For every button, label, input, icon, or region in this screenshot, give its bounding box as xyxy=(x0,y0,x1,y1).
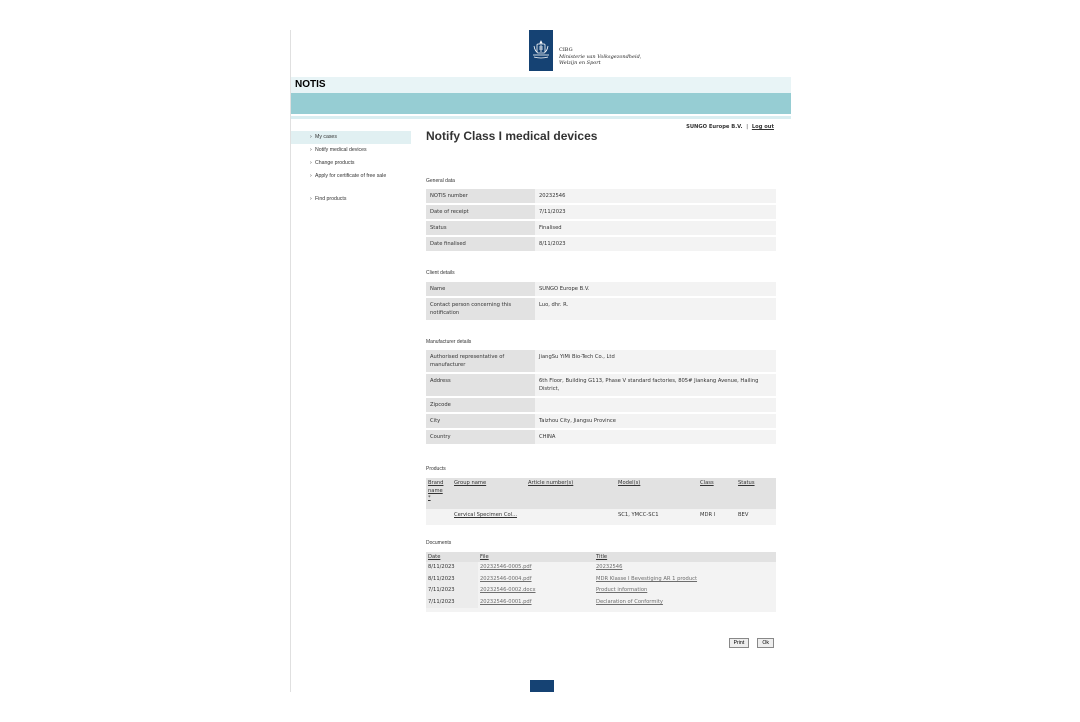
table-row xyxy=(426,205,776,219)
field-label: Date finalised xyxy=(426,237,535,251)
doc-title-link[interactable]: 20232546 xyxy=(596,564,623,571)
chevron-right-icon: › xyxy=(310,196,312,202)
column-brand-name[interactable] xyxy=(426,478,452,509)
field-value: 20232546 xyxy=(535,189,776,203)
section-products-label: Products xyxy=(426,466,446,472)
rijksoverheid-logo xyxy=(529,30,553,71)
ministry-line-2: Ministerie van Volksgezondheid, xyxy=(559,53,642,60)
field-label: Name xyxy=(426,282,535,296)
doc-file-link[interactable]: 20232546-0002.docx xyxy=(480,587,536,594)
table-row xyxy=(426,430,776,444)
column-models[interactable]: Model(s) xyxy=(616,478,698,509)
table-row xyxy=(426,189,776,203)
sidebar-item-notify-medical-devices[interactable] xyxy=(291,144,411,157)
table-row xyxy=(426,282,776,296)
cell-brand xyxy=(426,509,452,521)
chevron-right-icon: › xyxy=(310,173,312,179)
cell-model: SC1, YMCC-SC1 xyxy=(616,509,698,521)
user-bar xyxy=(686,124,774,130)
doc-title xyxy=(594,597,776,609)
table-row xyxy=(426,585,776,597)
cell-status: BEV xyxy=(736,509,776,521)
table-row xyxy=(426,562,776,574)
ministry-name xyxy=(559,47,641,67)
chevron-right-icon: › xyxy=(310,147,312,153)
field-label: Address xyxy=(426,374,535,396)
column-class[interactable]: Class xyxy=(698,478,736,509)
table-row xyxy=(426,374,776,396)
cell-article xyxy=(526,509,616,521)
field-label: Authorised representative of manufacturer xyxy=(426,350,535,372)
sidebar-item-my-cases[interactable] xyxy=(291,131,411,144)
table-row xyxy=(426,597,776,609)
padding-cell xyxy=(426,521,776,525)
logout-link[interactable]: Log out xyxy=(751,124,774,130)
ministry-line-1: CIBG xyxy=(559,47,573,53)
doc-title xyxy=(594,574,776,586)
doc-file-link[interactable]: 20232546-0004.pdf xyxy=(480,575,532,582)
company-name: SUNGO Europe B.V. xyxy=(686,124,743,130)
sidebar-item-label: Notify medical devices xyxy=(315,147,367,153)
section-documents-label: Documents xyxy=(426,540,452,546)
table-row xyxy=(426,414,776,428)
userbar-separator: | xyxy=(746,124,749,130)
doc-file-link[interactable]: 20232546-0005.pdf xyxy=(480,564,532,571)
doc-file xyxy=(478,574,594,586)
column-title[interactable]: Title xyxy=(594,552,776,562)
sidebar-item-label: Apply for certificate of free sale xyxy=(315,173,387,179)
client-details-table xyxy=(426,280,776,322)
field-value: SUNGO Europe B.V. xyxy=(535,282,776,296)
section-manufacturer-label: Manufacturer details xyxy=(426,339,472,345)
field-label: Status xyxy=(426,221,535,235)
section-client-label: Client details xyxy=(426,270,455,276)
column-group-name[interactable]: Group name xyxy=(452,478,526,509)
doc-date: 7/11/2023 xyxy=(426,597,478,609)
doc-title xyxy=(594,585,776,597)
doc-title-link[interactable]: MDR Klasse I Bevestiging AR 1 product xyxy=(596,575,698,582)
doc-date: 8/11/2023 xyxy=(426,562,478,574)
manufacturer-details-table xyxy=(426,348,776,446)
field-label: Zipcode xyxy=(426,398,535,412)
sidebar-item-label: My cases xyxy=(315,134,337,140)
sidebar-gap xyxy=(291,183,411,193)
sidebar-item-label: Change products xyxy=(315,160,355,166)
doc-title xyxy=(594,562,776,574)
table-padding-row xyxy=(426,521,776,525)
table-row xyxy=(426,574,776,586)
field-value: 6th Floor, Building G113, Phase V standard factories, 805# Jiankang Avenue, Hailing District, xyxy=(535,374,776,396)
table-row xyxy=(426,221,776,235)
doc-date: 7/11/2023 xyxy=(426,585,478,597)
sidebar-item-find-products[interactable] xyxy=(291,193,411,206)
chevron-right-icon: › xyxy=(310,160,312,166)
ok-button[interactable]: Ok xyxy=(757,638,774,648)
field-value: CHINA xyxy=(535,430,776,444)
products-table xyxy=(426,478,776,525)
doc-file xyxy=(478,597,594,609)
column-date[interactable]: Date xyxy=(426,552,478,562)
field-label: City xyxy=(426,414,535,428)
field-value: 8/11/2023 xyxy=(535,237,776,251)
print-button[interactable]: Print xyxy=(729,638,750,648)
field-label: Country xyxy=(426,430,535,444)
page xyxy=(290,30,790,692)
doc-file xyxy=(478,585,594,597)
table-padding-row xyxy=(426,608,776,612)
doc-file xyxy=(478,562,594,574)
footer-logo xyxy=(530,680,554,692)
ministry-line-3: Welzijn en Sport xyxy=(559,60,601,66)
cell-class: MDR I xyxy=(698,509,736,521)
header-band-line xyxy=(291,116,791,119)
doc-title-link[interactable]: Product information xyxy=(596,587,648,594)
chevron-right-icon: › xyxy=(310,134,312,140)
field-value: Taizhou City, Jiangsu Province xyxy=(535,414,776,428)
table-row xyxy=(426,398,776,412)
sidebar-item-label: Find products xyxy=(315,196,347,202)
doc-date: 8/11/2023 xyxy=(426,574,478,586)
sort-marker: * xyxy=(428,495,431,501)
column-article-numbers[interactable]: Article number(s) xyxy=(526,478,616,509)
table-header-row xyxy=(426,552,776,562)
table-header-row xyxy=(426,478,776,509)
field-label: Date of receipt xyxy=(426,205,535,219)
table-row xyxy=(426,350,776,372)
action-buttons xyxy=(726,629,774,648)
crest-icon xyxy=(531,39,551,61)
page-title: Notify Class I medical devices xyxy=(426,129,598,143)
field-value xyxy=(535,398,776,412)
table-row xyxy=(426,237,776,251)
documents-table xyxy=(426,552,776,612)
app-bar xyxy=(291,77,791,93)
sidebar-item-certificate-free-sale[interactable] xyxy=(291,170,411,183)
field-value: Luo, dhr. R. xyxy=(535,298,776,320)
doc-file-link[interactable]: 20232546-0001.pdf xyxy=(480,598,532,605)
cell-group xyxy=(452,509,526,521)
padding-cell xyxy=(426,608,776,612)
column-status[interactable]: Status xyxy=(736,478,776,509)
doc-title-link[interactable]: Declaration of Conformity xyxy=(596,598,663,605)
group-name-link[interactable]: Cervical Specimen Col... xyxy=(454,512,518,518)
field-label: NOTIS number xyxy=(426,189,535,203)
field-label: Contact person concerning this notification xyxy=(426,298,535,320)
section-general-label: General data xyxy=(426,178,455,184)
field-value: JiangSu YiMi Bio-Tech Co., Ltd xyxy=(535,350,776,372)
field-value: 7/11/2023 xyxy=(535,205,776,219)
column-brand-name-label: Brand name xyxy=(428,480,444,494)
app-name: NOTIS xyxy=(295,79,326,90)
table-row xyxy=(426,298,776,320)
general-data-table xyxy=(426,187,776,253)
field-value: Finalised xyxy=(535,221,776,235)
sidebar-item-change-products[interactable] xyxy=(291,157,411,170)
sidebar-nav xyxy=(291,131,411,206)
table-row xyxy=(426,509,776,521)
column-file[interactable]: File xyxy=(478,552,594,562)
header-band xyxy=(291,93,791,114)
